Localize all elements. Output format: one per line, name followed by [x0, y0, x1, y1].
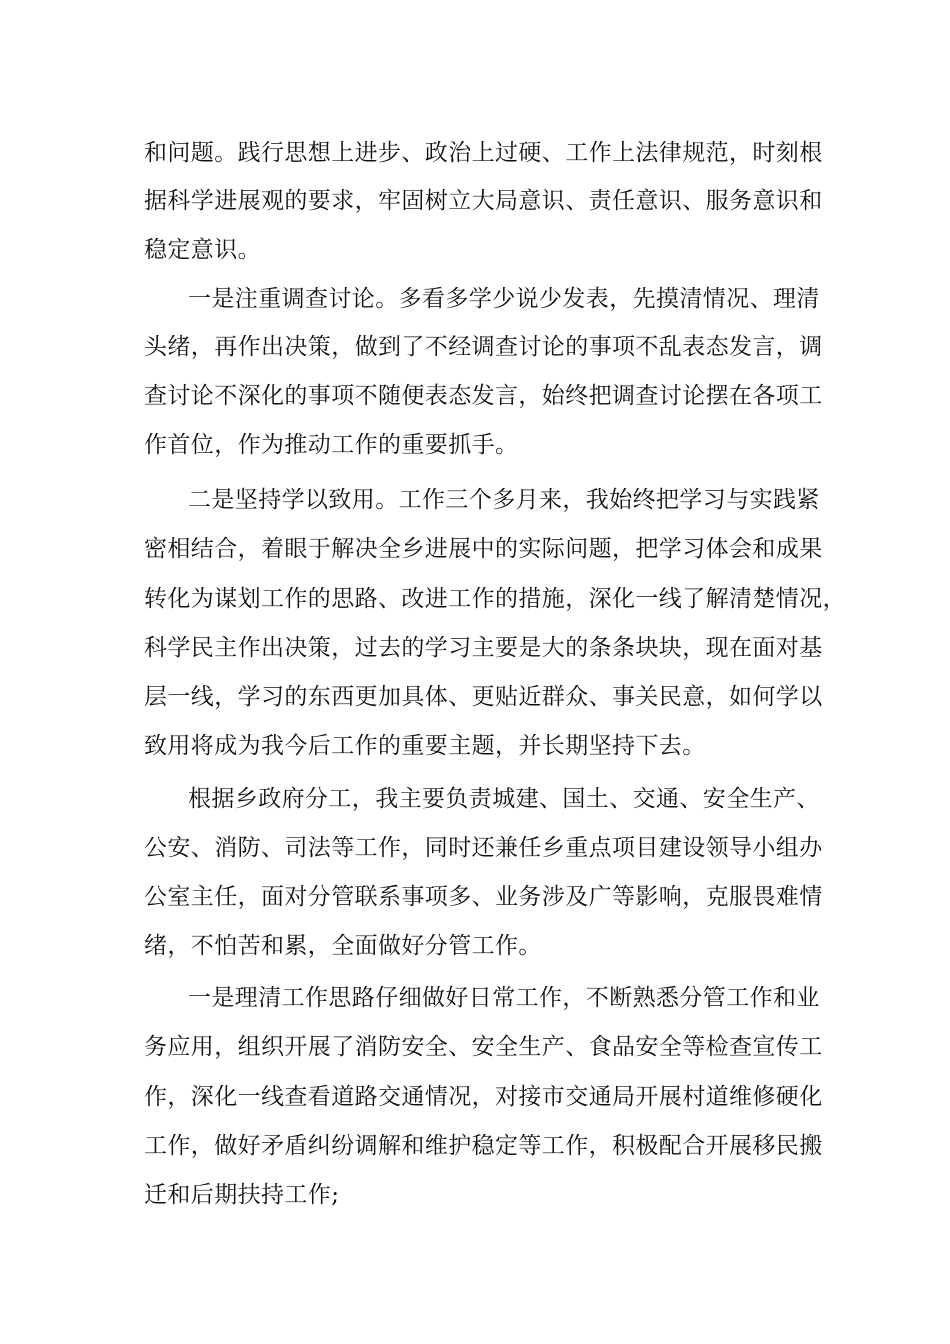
- text-line: 科学民主作出决策，过去的学习主要是大的条条块块，现在面对基: [144, 635, 823, 661]
- text-line: 作首位，作为推动工作的重要抓手。: [144, 432, 519, 458]
- text-line: 密相结合，着眼于解决全乡进展中的实际问题，把学习体会和成果: [144, 536, 823, 562]
- text-line: 一是注重调查讨论。多看多学少说少发表，先摸清情况、理清: [188, 286, 820, 312]
- text-line: 工作，做好矛盾纠纷调解和维护稳定等工作，积极配合开展移民搬: [144, 1133, 823, 1159]
- text-line: 查讨论不深化的事项不随便表态发言，始终把调查讨论摆在各项工: [144, 383, 823, 409]
- text-line: 根据乡政府分工，我主要负责城建、国土、交通、安全生产、: [188, 786, 820, 812]
- text-line: 公安、消防、司法等工作，同时还兼任乡重点项目建设领导小组办: [144, 835, 823, 861]
- text-line: 一是理清工作思路仔细做好日常工作，不断熟悉分管工作和业: [188, 985, 820, 1011]
- text-line: 和问题。践行思想上进步、政治上过硬、工作上法律规范，时刻根: [144, 140, 823, 166]
- text-line: 头绪，再作出决策，做到了不经调查讨论的事项不乱表态发言，调: [144, 334, 823, 360]
- text-line: 层一线，学习的东西更加具体、更贴近群众、事关民意，如何学以: [144, 684, 823, 710]
- text-line: 据科学进展观的要求，牢固树立大局意识、责任意识、服务意识和: [144, 188, 823, 214]
- text-line: 迁和后期扶持工作;: [144, 1182, 340, 1208]
- text-line: 务应用，组织开展了消防安全、安全生产、食品安全等检查宣传工: [144, 1034, 823, 1060]
- text-line: 转化为谋划工作的思路、改进工作的措施，深化一线了解清楚情况，: [144, 586, 846, 612]
- text-line: 绪，不怕苦和累，全面做好分管工作。: [144, 933, 542, 959]
- text-line: 稳定意识。: [144, 237, 261, 263]
- text-line: 二是坚持学以致用。工作三个多月来，我始终把学习与实践紧: [188, 487, 820, 513]
- text-line: 公室主任，面对分管联系事项多、业务涉及广等影响，克服畏难情: [144, 884, 823, 910]
- text-line: 致用将成为我今后工作的重要主题，并长期坚持下去。: [144, 733, 706, 759]
- text-line: 作，深化一线查看道路交通情况，对接市交通局开展村道维修硬化: [144, 1084, 823, 1110]
